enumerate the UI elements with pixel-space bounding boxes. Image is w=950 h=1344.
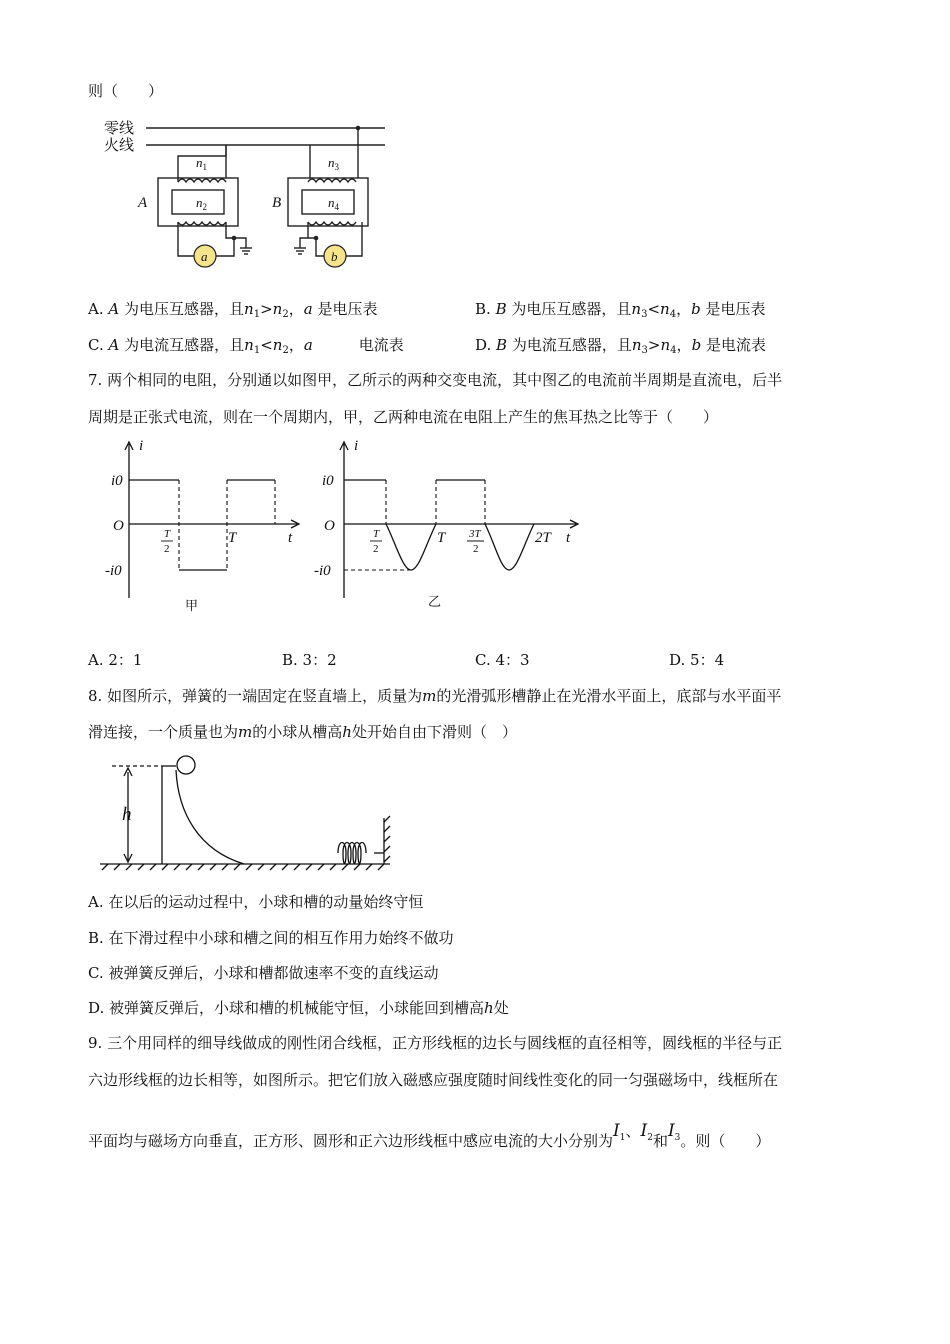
svg-text:T: T <box>437 530 446 546</box>
q9-stem-line3: 平面均与磁场方向垂直，正方形、圆形和正六边形线框中感应电流的大小分别为$I^1$、$I^2$和$I^3$。则（ ） <box>88 1121 771 1150</box>
transformer-a-label: A <box>138 195 148 211</box>
q7-stem-line1: 7. 两个相同的电阻，分别通以如图甲，乙所示的两种交变电流，其中图乙的电流前半周期是直流电，后半 <box>88 371 783 389</box>
height-label: h <box>122 804 132 825</box>
svg-text:n1: $n_1$ <box>196 155 207 172</box>
zero-line-label: 零线 <box>104 121 135 137</box>
caption-jia: 甲 <box>185 598 199 613</box>
q8-option-a[interactable]: A. 在以后的运动过程中，小球和槽的动量始终守恒 <box>88 893 424 911</box>
caption-yi: 乙 <box>428 594 442 609</box>
svg-text:i0: i0 <box>322 473 334 489</box>
svg-text:O: O <box>113 518 124 534</box>
svg-text:3T: 3T <box>469 528 481 540</box>
svg-text:2: 2 <box>473 543 479 555</box>
q6-option-d[interactable]: D. B 为电流互感器，且$n_3>n_4$，b 是电流表 <box>475 336 766 356</box>
q6-transformer-figure <box>100 112 400 272</box>
svg-text:T: T <box>228 530 237 546</box>
live-line-label: 火线 <box>104 138 135 154</box>
q8-stem-line1: 8. 如图所示，弹簧的一端固定在竖直墙上，质量为m的光滑弧形槽静止在光滑水平面上，底部与水平面平 <box>88 687 782 705</box>
q8-option-c[interactable]: C. 被弹簧反弹后，小球和槽都做速率不变的直线运动 <box>88 964 439 982</box>
q6-option-a[interactable]: A. A 为电压互感器，且$n_1>n_2$，a 是电压表 <box>88 300 378 320</box>
transformer-b-label: B <box>272 195 282 211</box>
meter-a-label: a <box>201 249 208 264</box>
q9-stem-line2: 六边形线框的边长相等，如图所示。把它们放入磁感应强度随时间线性变化的同一匀强磁场中，线框所在 <box>88 1071 779 1089</box>
q6-option-b[interactable]: B. B 为电压互感器，且$n_3<n_4$，b 是电压表 <box>475 300 766 320</box>
q7-option-c[interactable]: C. 4：3 <box>475 651 530 669</box>
svg-text:T: T <box>164 528 171 540</box>
svg-text:2: 2 <box>164 543 170 555</box>
svg-text:n2: $n_2$ <box>196 195 207 212</box>
q6-option-c[interactable]: C. A 为电流互感器，且$n_1<n_2$，a 电流表 <box>88 336 404 356</box>
svg-text:2: 2 <box>373 543 379 555</box>
svg-text:i: i <box>139 438 144 454</box>
svg-text:-i0: -i0 <box>105 563 122 579</box>
svg-text:n4: $n_4$ <box>328 195 339 212</box>
q8-option-b[interactable]: B. 在下滑过程中小球和槽之间的相互作用力始终不做功 <box>88 929 454 947</box>
q7-graph-jia <box>105 438 305 618</box>
q8-option-d[interactable]: D. 被弹簧反弹后，小球和槽的机械能守恒，小球能回到槽高h处 <box>88 999 509 1017</box>
q8-stem-line2: 滑连接，一个质量也为m的小球从槽高h处开始自由下滑则（ ） <box>88 723 517 741</box>
svg-text:n3: $n_3$ <box>328 155 339 172</box>
q7-option-a[interactable]: A. 2：1 <box>88 651 143 669</box>
svg-text:t: t <box>288 530 293 546</box>
svg-text:t: t <box>566 530 571 546</box>
svg-text:2T: 2T <box>535 530 551 546</box>
svg-text:O: O <box>324 518 335 534</box>
svg-text:i0: i0 <box>111 473 123 489</box>
svg-text:i: i <box>354 438 359 454</box>
svg-text:T: T <box>373 528 380 540</box>
q8-slope-spring-figure <box>98 752 398 872</box>
q7-option-b[interactable]: B. 3：2 <box>282 651 337 669</box>
q7-graph-yi <box>312 438 587 618</box>
q7-stem-line2: 周期是正张式电流，则在一个周期内，甲，乙两种电流在电阻上产生的焦耳热之比等于（ ） <box>88 408 719 426</box>
q7-option-d[interactable]: D. 5：4 <box>669 651 725 669</box>
q9-stem-line1: 9. 三个用同样的细导线做成的刚性闭合线框，正方形线框的边长与圆线框的直径相等，圆线框的半径与正 <box>88 1034 783 1052</box>
svg-text:-i0: -i0 <box>314 563 331 579</box>
ball-icon <box>177 756 195 774</box>
q6-stem-tail: 则（ ） <box>88 82 164 100</box>
meter-b-label: b <box>331 249 338 264</box>
